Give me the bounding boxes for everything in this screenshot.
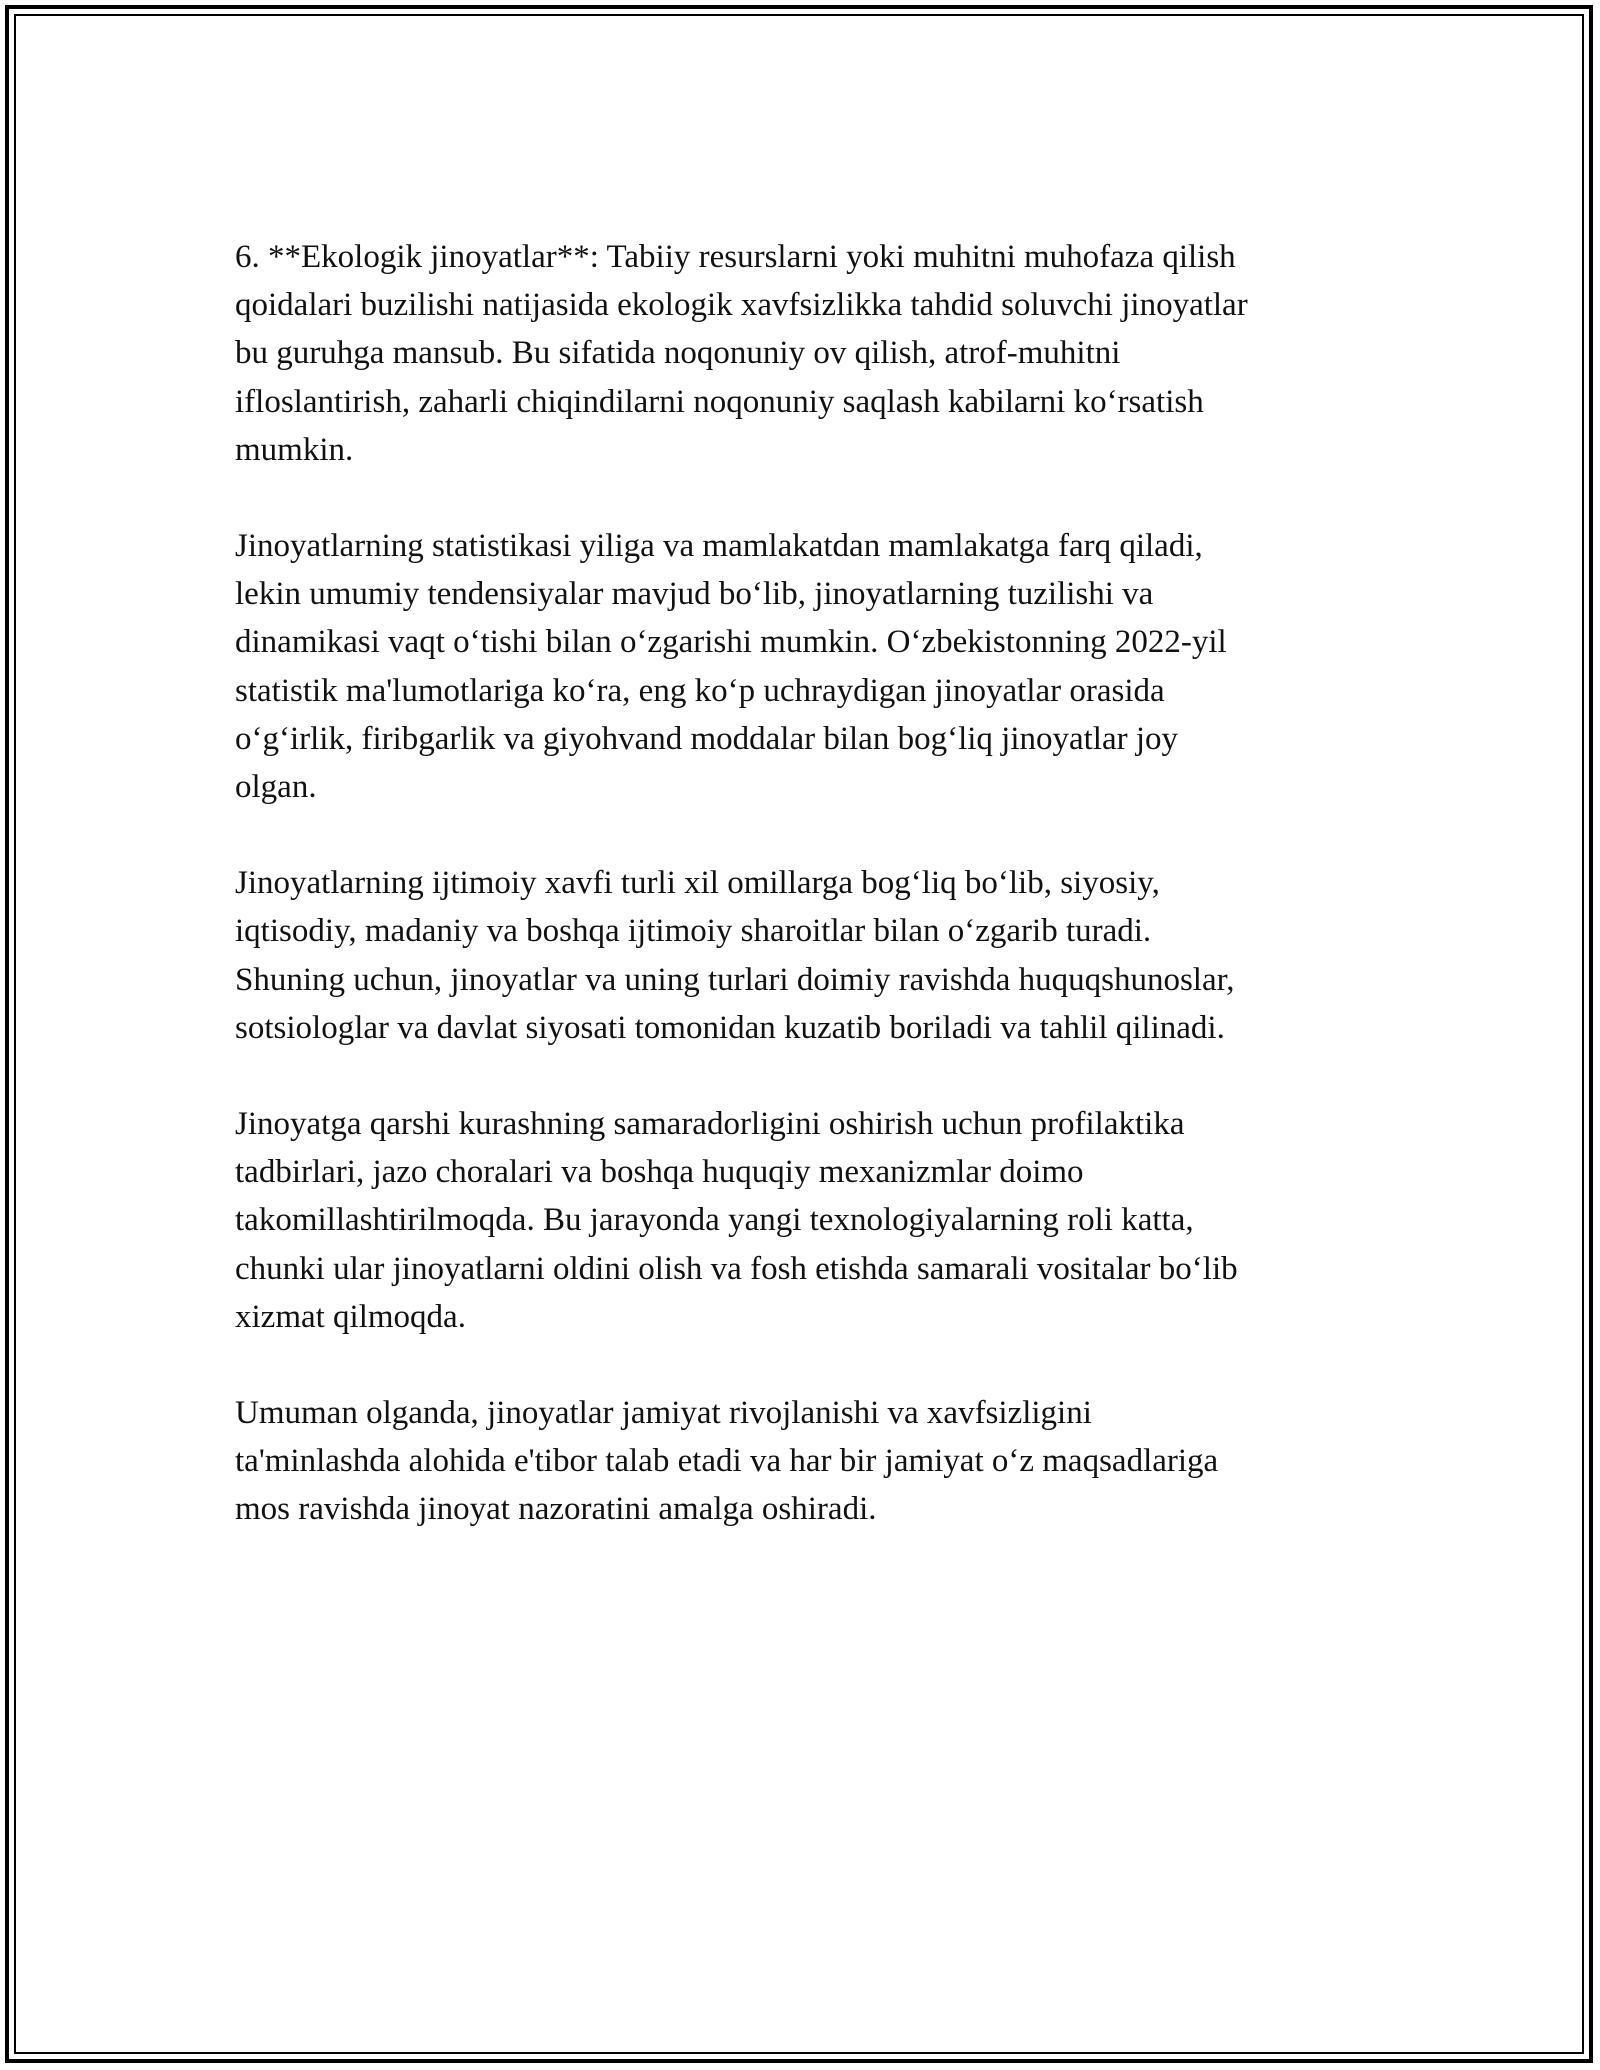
paragraph-crime-prevention: Jinoyatga qarshi kurashning samaradorligini oshirish uchun profilaktika tadbirlari, jazo choralari va boshqa huquqiy mexanizmlar doimo takomillashtirilmoqda. Bu jarayonda yangi texnologiyalarning roli katta, chunki ular jinoyatlarni oldini olish va fosh etishda samarali vositalar boʻlib xizmat qilmoqda. — [235, 1106, 1238, 1335]
paragraph-ecological-crimes: 6. **Ekologik jinoyatlar**: Tabiiy resurslarni yoki muhitni muhofaza qilish qoidalari buzilishi natijasida ekologik xavfsizlikka tahdid soluvchi jinoyatlar bu guruhga mansub. Bu sifatida noqonuniy ov qilish, atrof-muhitni ifloslantirish, zaharli chiqindilarni noqonuniy saqlash kabilarni koʻrsatish mumkin. — [235, 239, 1248, 468]
document-body — [235, 233, 1385, 1582]
paragraph-social-danger: Jinoyatlarning ijtimoiy xavfi turli xil omillarga bogʻliq boʻlib, siyosiy, iqtisodiy, madaniy va boshqa ijtimoiy sharoitlar bilan oʻzgarib turadi. Shuning uchun, jinoyatlar va uning turlari doimiy ravishda huquqshunoslar, sotsiologlar va davlat siyosati tomonidan kuzatib boriladi va tahlil qilinadi. — [235, 865, 1235, 1046]
paragraph-conclusion: Umuman olganda, jinoyatlar jamiyat rivojlanishi va xavfsizligini ta'minlashda alohida e'tibor talab etadi va har bir jamiyat oʻz maqsadlariga mos ravishda jinoyat nazoratini amalga oshiradi. — [235, 1395, 1219, 1528]
paragraph-crime-statistics: Jinoyatlarning statistikasi yiliga va mamlakatdan mamlakatga farq qiladi, lekin umumiy tendensiyalar mavjud boʻlib, jinoyatlarning tuzilishi va dinamikasi vaqt oʻtishi bilan oʻzgarishi mumkin. Oʻzbekistonning 2022-yil statistik ma'lumotlariga koʻra, eng koʻp uchraydigan jinoyatlar orasida oʻgʻirlik, firibgarlik va giyohvand moddalar bilan bogʻliq jinoyatlar joy olgan. — [235, 528, 1227, 806]
